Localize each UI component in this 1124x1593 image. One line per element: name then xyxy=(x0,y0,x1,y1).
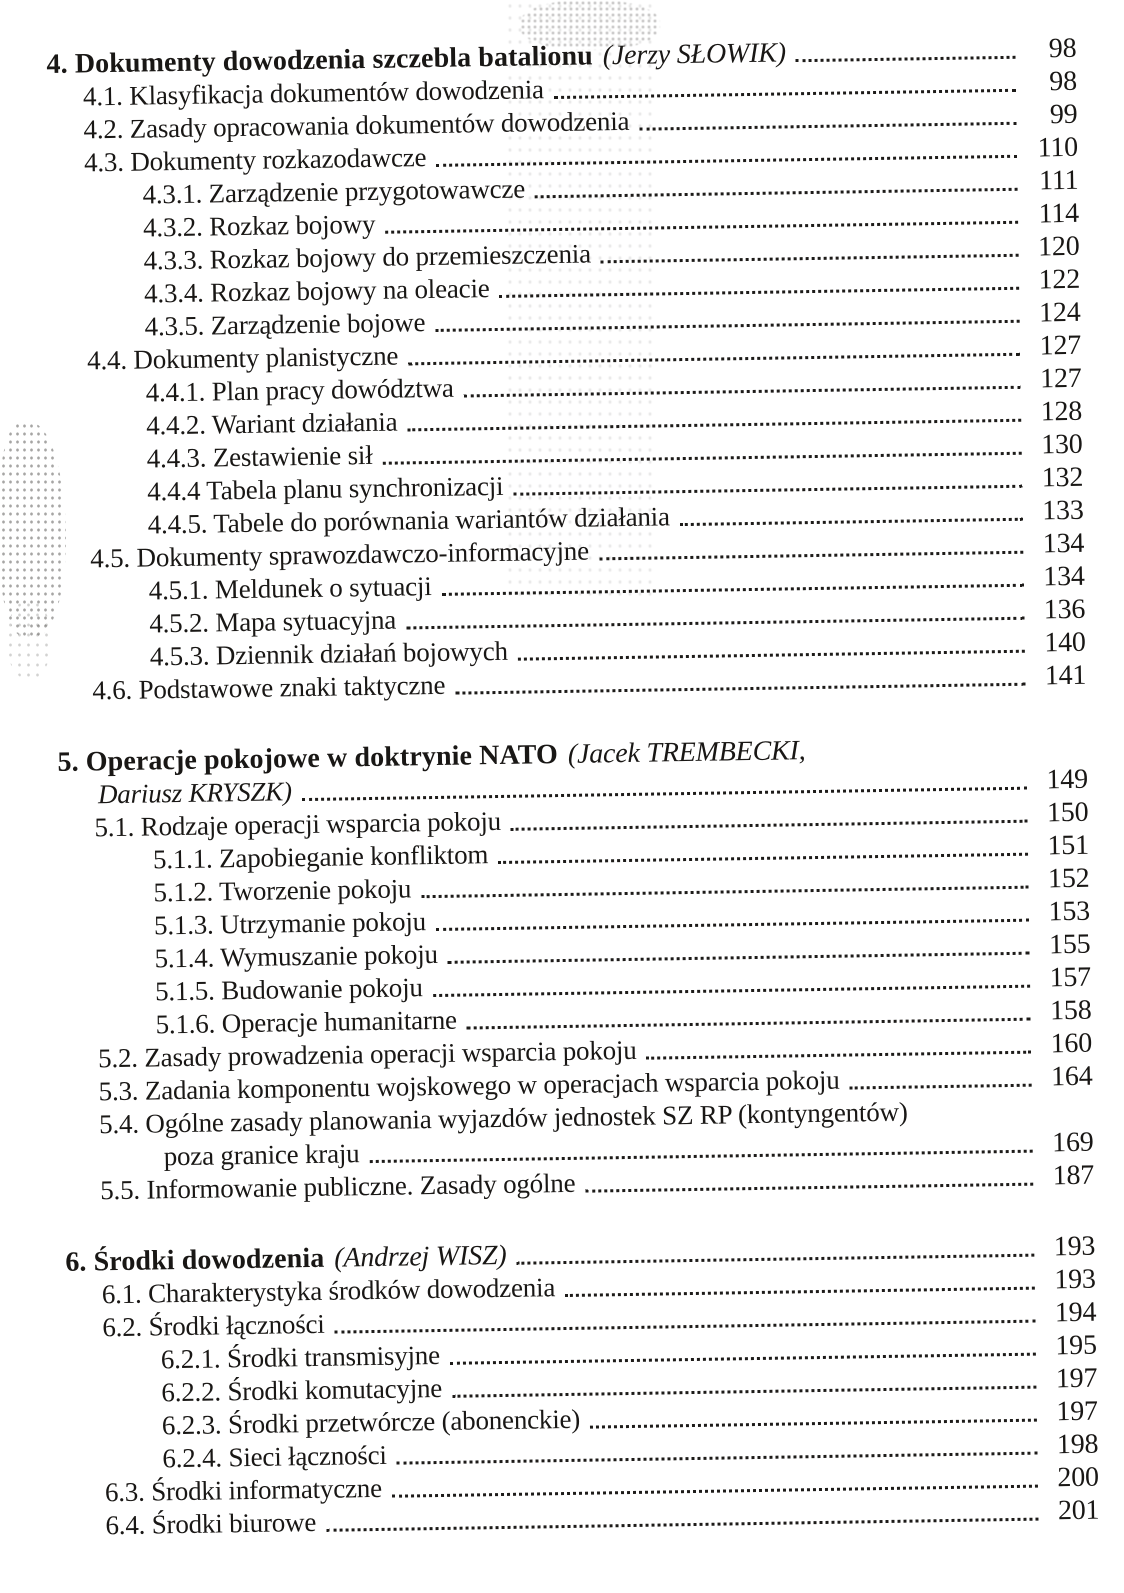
toc-entry-label: 6.2.3. Środki przetwórcze (abonenckie) xyxy=(161,1403,581,1441)
toc-page-number: 155 xyxy=(1048,928,1091,961)
toc-page-number: 169 xyxy=(1051,1126,1094,1159)
dot-leader xyxy=(639,122,1016,131)
dot-leader xyxy=(850,1084,1032,1090)
dot-leader xyxy=(450,1353,1036,1365)
toc-entry-label: 4.5.2. Mapa sytuacyjna xyxy=(149,604,397,639)
toc-page-number: 140 xyxy=(1044,626,1086,659)
toc-entry-label: 5.1.3. Utrzymanie pokoju xyxy=(153,906,427,941)
chapter-author-line1: (Jacek TREMBECKI, xyxy=(567,735,806,770)
chapter-title: 4. Dokumenty dowodzenia szczebla batalionu xyxy=(46,40,594,81)
toc-page-number: 198 xyxy=(1056,1428,1099,1461)
chapter-title: 6. Środki dowodzenia xyxy=(65,1242,325,1278)
toc-entry-label: 4.4.1. Plan pracy dowództwa xyxy=(145,372,454,408)
toc-page-number: 111 xyxy=(1038,164,1079,197)
toc-entry-label: 4.1. Klasyfikacja dokumentów dowodzenia xyxy=(82,74,545,112)
toc-page-number: 128 xyxy=(1040,395,1083,428)
dot-leader xyxy=(467,1018,1031,1030)
toc-entry-label: 4.3.1. Zarządzenie przygotowawcze xyxy=(142,173,526,210)
toc-page-number: 134 xyxy=(1043,560,1085,593)
dot-leader xyxy=(436,155,1017,167)
toc-entry-label: 4.3.4. Rozkaz bojowy na oleacie xyxy=(143,273,490,309)
toc-page-number: 120 xyxy=(1037,230,1080,263)
toc-page-number: 160 xyxy=(1050,1027,1093,1060)
toc-entry-label: 5.1. Rodzaje operacji wsparcia pokoju xyxy=(94,805,502,843)
toc-entry-label: 4.4.5. Tabele do porównania wariantów działania xyxy=(147,501,670,540)
toc-page-number: 197 xyxy=(1055,1362,1098,1395)
chapter-title: 5. Operacje pokojowe w doktrynie NATO xyxy=(57,739,559,778)
toc-page-number: 98 xyxy=(1048,32,1077,65)
dot-leader xyxy=(554,89,1016,99)
toc-entry-label: 5.1.2. Tworzenie pokoju xyxy=(153,873,412,908)
dot-leader xyxy=(680,518,1023,526)
dot-leader xyxy=(601,254,1019,264)
toc-page-number: 193 xyxy=(1053,1230,1096,1263)
dot-leader xyxy=(565,1287,1035,1297)
toc-page-number: 200 xyxy=(1057,1461,1100,1494)
toc-page-number: 124 xyxy=(1038,296,1081,329)
toc-entry-label: 4.3.5. Zarządzenie bojowe xyxy=(144,307,426,342)
toc-page-number: 114 xyxy=(1038,197,1080,230)
dot-leader xyxy=(585,1183,1033,1193)
toc-page-number: 157 xyxy=(1049,961,1092,994)
toc-page-number: 195 xyxy=(1055,1329,1097,1362)
dot-leader xyxy=(448,952,1030,964)
dot-leader xyxy=(500,287,1020,298)
dot-leader xyxy=(796,56,1016,62)
toc-page-number: 149 xyxy=(1046,763,1089,796)
toc-page-number: 130 xyxy=(1040,428,1083,461)
toc-entry-label: 4.4.2. Wariant działania xyxy=(145,406,398,441)
toc-entry-label: 5.1.6. Operacje humanitarne xyxy=(155,1004,458,1040)
dot-leader xyxy=(517,1254,1035,1265)
toc-entry-label: 4.4.4 Tabela planu synchronizacji xyxy=(146,470,504,507)
toc-entry-label: 4.4. Dokumenty planistyczne xyxy=(86,340,399,376)
dot-leader xyxy=(435,320,1019,332)
toc-entry-label: 5.3. Zadania komponentu wojskowego w operacjach wsparcia pokoju xyxy=(98,1064,840,1107)
toc-page-number: 201 xyxy=(1057,1494,1100,1527)
toc-entry-label: 4.3.2. Rozkaz bojowy xyxy=(142,208,376,243)
toc-page-number: 158 xyxy=(1049,994,1092,1027)
toc-page-number: 152 xyxy=(1047,862,1090,895)
toc-page-number: 164 xyxy=(1050,1060,1093,1093)
dot-leader xyxy=(464,386,1021,398)
toc-entry-label-continuation: poza granice kraju xyxy=(163,1138,360,1172)
toc-entry-label: 4.5. Dokumenty sprawozdawczo-informacyjne xyxy=(90,535,590,574)
toc-entry-label: 5.1.5. Budowanie pokoju xyxy=(154,972,423,1007)
toc-entry-label: 5.1.1. Zapobieganie konfliktom xyxy=(152,839,489,875)
toc-page-number: 153 xyxy=(1048,895,1091,928)
toc-entry-label: 4.6. Podstawowe znaki taktyczne xyxy=(92,669,446,706)
toc-entry-label: 5.4. Ogólne zasady planowania wyjazdów jednostek SZ RP (kontyngentów) xyxy=(98,1096,908,1140)
dot-leader xyxy=(326,1518,1038,1532)
toc-page-number: 98 xyxy=(1049,65,1078,98)
toc-page-number: 150 xyxy=(1046,796,1089,829)
toc-entry-label: 6.3. Środki informatyczne xyxy=(104,1472,383,1508)
toc-entry-label: 6.2.4. Sieci łączności xyxy=(162,1439,387,1474)
toc-page-number: 132 xyxy=(1041,461,1084,494)
toc-entry-label: 6.2.2. Środki komutacyjne xyxy=(161,1372,443,1408)
dot-leader xyxy=(590,1419,1037,1429)
toc-page-number: 194 xyxy=(1054,1296,1097,1329)
toc-page-number: 141 xyxy=(1044,659,1087,692)
toc-entry-label: 4.3.3. Rozkaz bojowy do przemieszczenia xyxy=(143,238,592,276)
toc-page-number: 187 xyxy=(1052,1159,1095,1192)
dot-leader xyxy=(518,650,1025,661)
toc-page-number: 127 xyxy=(1039,329,1082,362)
toc-entry-label: 6.1. Charakterystyka środków dowodzenia xyxy=(101,1272,556,1310)
dot-leader xyxy=(498,853,1028,864)
dot-leader xyxy=(647,1051,1032,1060)
toc-page-number: 136 xyxy=(1043,593,1086,626)
toc-entry-label: 5.1.4. Wymuszanie pokoju xyxy=(154,938,439,974)
toc-page-number: 99 xyxy=(1049,98,1078,131)
dot-leader xyxy=(535,188,1018,199)
toc-entry-label: 4.5.1. Meldunek o sytuacji xyxy=(148,571,432,606)
toc-entry-label: 4.4.3. Zestawienie sił xyxy=(146,439,373,474)
toc-page-number: 133 xyxy=(1041,494,1084,527)
toc-entry-label: 5.2. Zasady prowadzenia operacji wsparcia pokoju xyxy=(97,1034,637,1074)
toc-entry-label: 4.5.3. Dziennik działań bojowych xyxy=(149,635,509,672)
toc-page-number: 122 xyxy=(1038,263,1081,296)
toc-entry-label: 6.2.1. Środki transmisyjne xyxy=(160,1339,441,1375)
toc-page-number: 110 xyxy=(1037,131,1079,164)
dot-leader xyxy=(452,1386,1036,1398)
dot-leader xyxy=(511,820,1028,831)
toc-page-number: 151 xyxy=(1047,829,1090,862)
toc-entry-label: 4.2. Zasady opracowania dokumentów dowodzenia xyxy=(83,105,630,145)
toc-entry-label: 5.5. Informowanie publiczne. Zasady ogólne xyxy=(99,1167,576,1206)
dot-leader xyxy=(455,683,1025,695)
chapter-author: (Andrzej WISZ) xyxy=(334,1239,507,1274)
chapter-author-line2: Dariusz KRYSZK) xyxy=(97,776,293,810)
toc-page-number: 197 xyxy=(1056,1395,1099,1428)
toc-page-number: 134 xyxy=(1042,527,1085,560)
dot-leader xyxy=(599,551,1023,561)
chapter-author: (Jerzy SŁOWIK) xyxy=(602,37,787,72)
toc-entry-label: 4.3. Dokumenty rozkazodawcze xyxy=(83,142,427,178)
dot-leader xyxy=(442,584,1024,596)
toc-page-number: 127 xyxy=(1039,362,1082,395)
toc-page-number: 193 xyxy=(1054,1263,1096,1296)
toc-entry-label: 6.4. Środki biurowe xyxy=(105,1506,317,1541)
dot-leader xyxy=(513,485,1022,496)
toc-entry-label: 6.2. Środki łączności xyxy=(102,1308,325,1343)
